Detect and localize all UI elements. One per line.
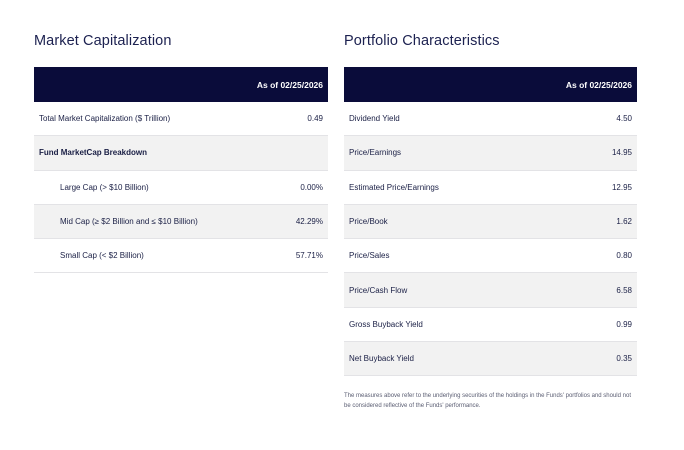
row-value: 0.49 [307, 114, 323, 124]
portfolio-table-header [344, 67, 637, 102]
row-label: Large Cap (> $10 Billion) [60, 182, 149, 192]
table-row [344, 205, 637, 239]
portfolio-characteristics-title: Portfolio Characteristics [344, 33, 500, 49]
portfolio-characteristics-table [344, 67, 637, 376]
table-row [34, 239, 328, 273]
row-label: Small Cap (< $2 Billion) [60, 251, 144, 261]
table-row [344, 308, 637, 342]
row-label: Fund MarketCap Breakdown [39, 148, 148, 158]
row-value: 57.71% [295, 251, 323, 261]
table-row [344, 102, 637, 136]
table-row [34, 102, 328, 136]
row-value: 0.35 [616, 354, 632, 364]
market-cap-title: Market Capitalization [34, 33, 172, 49]
row-value: 0.80 [616, 251, 632, 261]
table-row [344, 171, 637, 205]
row-label: Estimated Price/Earnings [349, 182, 439, 192]
row-value: 14.95 [611, 148, 632, 158]
row-label: Price/Sales [349, 251, 390, 261]
row-label: Price/Cash Flow [349, 285, 408, 295]
row-label: Total Market Capitalization ($ Trillion) [39, 114, 171, 124]
row-label: Price/Earnings [349, 148, 402, 158]
row-label: Price/Book [349, 217, 388, 227]
market-cap-table [34, 67, 328, 273]
row-value: 4.50 [616, 114, 632, 124]
row-value: 0.99 [616, 319, 632, 329]
table-row [34, 205, 328, 239]
row-label: Mid Cap (≥ $2 Billion and ≤ $10 Billion) [60, 217, 198, 227]
table-row [344, 136, 637, 170]
portfolio-as-of-date: As of 02/25/2026 [565, 79, 632, 90]
table-row [344, 239, 637, 273]
row-label: Net Buyback Yield [349, 354, 414, 364]
row-value: 6.58 [616, 285, 632, 295]
row-label: Dividend Yield [349, 114, 400, 124]
table-row [34, 171, 328, 205]
row-value: 42.29% [295, 217, 323, 227]
market-cap-as-of-date: As of 02/25/2026 [256, 79, 323, 90]
row-value: 0.00% [300, 182, 323, 192]
table-row-group-header [34, 136, 328, 170]
row-value: 12.95 [611, 182, 632, 192]
row-value: 1.62 [616, 217, 632, 227]
portfolio-footnote: The measures above refer to the underlying securities of the holdings in the Funds' portfolios and should not be considered reflective of the Funds' performance. [344, 393, 631, 409]
market-cap-table-header [34, 67, 328, 102]
row-label: Gross Buyback Yield [349, 319, 423, 329]
table-row [344, 273, 637, 307]
table-row [344, 342, 637, 376]
